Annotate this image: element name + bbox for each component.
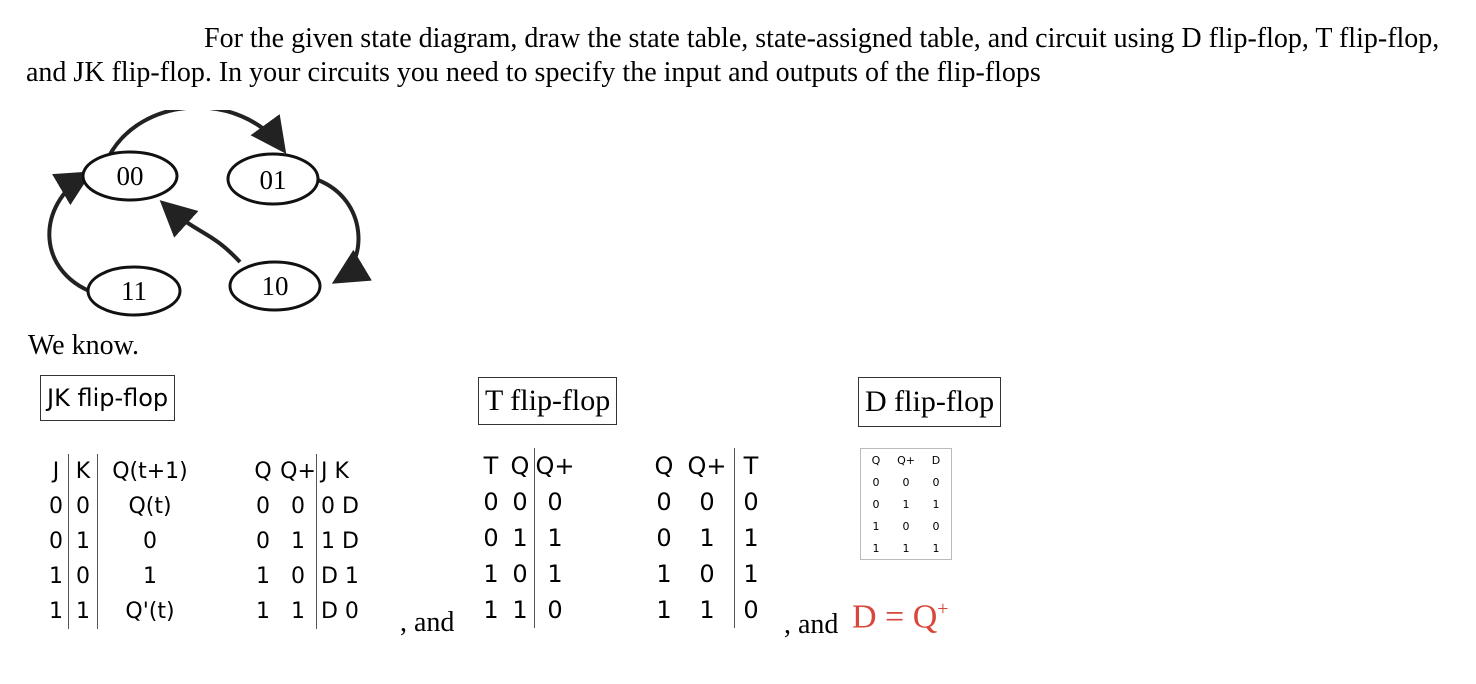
table-header-row — [861, 449, 952, 472]
table-cell: 1 — [256, 599, 270, 624]
table-cell: 0 — [280, 559, 317, 594]
and-label: , and — [784, 609, 839, 640]
table-cell: 0 — [143, 529, 157, 554]
table-cell: 1 — [506, 520, 535, 556]
table-cell: 0 — [44, 524, 69, 559]
table-cell: 0 — [656, 524, 672, 552]
table-cell: 1 — [872, 541, 880, 555]
table-row — [476, 556, 575, 592]
table-cell: 1 — [902, 541, 910, 555]
header-cell: Q+ — [897, 453, 915, 467]
table-cell: 0 — [256, 494, 270, 519]
table-cell: 0 — [932, 519, 940, 533]
table-cell: 1 D — [321, 529, 359, 554]
we-know-label: We know. — [28, 330, 140, 361]
table-cell: 0 — [69, 489, 98, 524]
header-cell: Q — [654, 452, 674, 480]
table-cell: 0 — [256, 529, 270, 554]
table-cell: 1 — [256, 564, 270, 589]
d-characteristic-table — [860, 448, 952, 560]
table-row — [861, 515, 952, 537]
table-cell: 0 — [743, 596, 759, 624]
table-cell: 1 — [656, 596, 672, 624]
state-10 — [230, 262, 320, 310]
table-cell: 1 — [547, 524, 563, 552]
table-cell: D 1 — [321, 564, 359, 589]
table-cell: 1 — [44, 594, 69, 629]
state-diagram — [0, 110, 420, 330]
header-cell: Q — [506, 448, 535, 484]
table-cell: 0 — [872, 475, 880, 489]
table-cell: 0 — [872, 497, 880, 511]
table-cell: 0 — [656, 488, 672, 516]
table-cell: 0 — [902, 475, 910, 489]
header-cell: Q — [254, 459, 272, 484]
header-cell: J K — [321, 459, 349, 484]
table-row — [246, 559, 377, 594]
table-row — [246, 594, 377, 629]
table-cell: 1 — [680, 592, 735, 628]
table-cell: 0 — [483, 488, 499, 516]
table-cell: 1 — [932, 541, 940, 555]
header-cell: Q(t+1) — [112, 459, 188, 484]
jk-flip-flop-title: JK flip-flop — [40, 375, 175, 421]
arrow-10-to-00 — [165, 205, 240, 262]
table-cell: D 0 — [321, 599, 359, 624]
t-flip-flop-title: T flip-flop — [478, 377, 617, 425]
table-cell: 0 — [483, 524, 499, 552]
jk-characteristic-table — [44, 454, 202, 629]
table-header-row — [246, 454, 377, 489]
header-cell: T — [483, 452, 499, 480]
svg-text:10: 10 — [261, 271, 289, 301]
table-cell: 1 — [69, 594, 98, 629]
svg-text:11: 11 — [121, 276, 147, 306]
table-cell: 1 — [143, 564, 157, 589]
table-cell: 0 — [932, 475, 940, 489]
table-row — [648, 556, 767, 592]
state-11 — [88, 267, 180, 315]
header-cell: Q+ — [535, 452, 575, 480]
state-01 — [228, 154, 318, 204]
header-cell: K — [69, 454, 98, 489]
table-row — [246, 524, 377, 559]
table-cell: 0 — [280, 489, 317, 524]
table-header-row — [648, 448, 767, 484]
table-cell: 0 — [547, 488, 563, 516]
header-cell: T — [743, 452, 759, 480]
table-cell: 1 — [280, 594, 317, 629]
table-cell: 1 — [872, 519, 880, 533]
table-cell: 0 — [902, 519, 910, 533]
table-row — [44, 559, 202, 594]
table-cell: 0 — [506, 556, 535, 592]
table-cell: 1 — [743, 524, 759, 552]
header-cell: Q+ — [680, 448, 735, 484]
table-cell: 1 — [483, 596, 499, 624]
table-cell: 0 — [69, 559, 98, 594]
d-equation-superscript: + — [937, 598, 949, 620]
table-cell: 0 — [680, 484, 735, 520]
table-row — [648, 592, 767, 628]
table-row — [44, 594, 202, 629]
table-cell: 0 — [680, 556, 735, 592]
table-row — [648, 484, 767, 520]
svg-text:01: 01 — [259, 165, 287, 195]
table-cell: 0 — [44, 489, 69, 524]
table-row — [476, 484, 575, 520]
table-cell: 1 — [280, 524, 317, 559]
table-row — [246, 489, 377, 524]
svg-text:00: 00 — [116, 161, 144, 191]
table-cell: 0 — [547, 596, 563, 624]
d-equation-lhs: D = Q — [852, 598, 938, 636]
table-cell: 1 — [932, 497, 940, 511]
table-cell: 1 — [547, 560, 563, 588]
table-row — [861, 471, 952, 493]
arrow-01-to-10 — [318, 180, 358, 280]
table-row — [861, 493, 952, 515]
table-cell: 0 — [506, 484, 535, 520]
table-cell: 1 — [69, 524, 98, 559]
d-flip-flop-title: D flip-flop — [858, 377, 1001, 427]
table-row — [648, 520, 767, 556]
table-row — [44, 524, 202, 559]
table-cell: 0 D — [321, 494, 359, 519]
table-cell: 1 — [44, 559, 69, 594]
table-cell: 1 — [902, 497, 910, 511]
arrow-11-to-00 — [49, 175, 100, 295]
table-cell: Q'(t) — [125, 599, 175, 624]
header-cell: J — [44, 454, 69, 489]
table-row — [476, 592, 575, 628]
table-header-row — [476, 448, 575, 484]
d-equation — [852, 598, 949, 636]
table-row — [44, 489, 202, 524]
table-cell: 1 — [483, 560, 499, 588]
header-cell: D — [931, 453, 941, 467]
header-cell: Q+ — [280, 454, 317, 489]
header-cell: Q — [871, 453, 881, 467]
table-header-row — [44, 454, 202, 489]
table-cell: 1 — [680, 520, 735, 556]
table-row — [861, 537, 952, 560]
table-row — [476, 520, 575, 556]
table-cell: 1 — [506, 592, 535, 628]
problem-statement: For the given state diagram, draw the state table, state-assigned table, and circuit using D flip-flop, T flip-flop, and JK flip-flop. In your circuits you need to specify the input and outputs of the flip-flops — [26, 23, 1440, 88]
t-excitation-table — [648, 448, 767, 628]
table-cell: 0 — [743, 488, 759, 516]
jk-excitation-table — [246, 454, 377, 629]
t-characteristic-table — [476, 448, 575, 628]
table-cell: Q(t) — [128, 494, 172, 519]
state-00 — [83, 152, 177, 200]
table-cell: 1 — [743, 560, 759, 588]
table-cell: 1 — [656, 560, 672, 588]
and-label: , and — [400, 607, 455, 638]
